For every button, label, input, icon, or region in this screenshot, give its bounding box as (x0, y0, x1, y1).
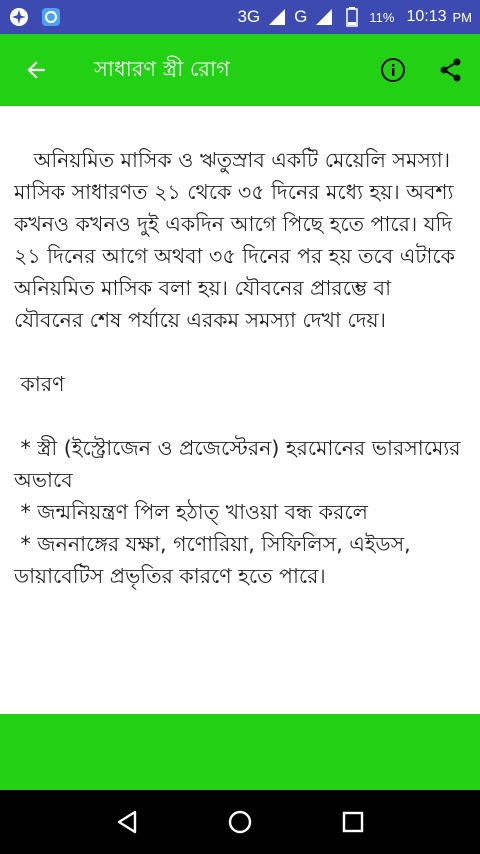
clock-ampm: PM (452, 9, 472, 25)
article-body: অনিয়মিত মাসিক ও ঋতুস্রাব একটি মেয়েলি সমস্যা। মাসিক সাধারণত ২১ থেকে ৩৫ দিনের মধ্যে হয়। অবশ্য কখনও কখনও দুই একদিন আগে পিছে হতে পারে। যদি ২১ দিনের আগে অথবা ৩৫ দিনের পর হয় তবে এটাকে অনিয়মিত মাসিক বলা হয়। যৌবনের প্রারম্ভে বা যৌবনের শেষ পর্যায়ে এরকম সমস্যা দেখা দেয়। কারণ * স্ত্রী (ইস্ট্রোজেন ও প্রজেস্টেরন) হরমোনের ভারসাম্যের অভাবে * জন্মনিয়ন্ত্রণ পিল হঠাত্ খাওয়া বন্ধ করলে * জননাঙ্গের যক্ষা, গণোরিয়া, সিফিলিস, এইডস, ডায়াবেটিস প্রভৃতির কারণে হতে পারে। (14, 148, 461, 588)
home-circle-icon (226, 808, 254, 836)
recents-square-icon (339, 808, 367, 836)
network-3g-label: 3G (237, 7, 261, 26)
signal-icon (313, 6, 335, 28)
page-title: সাধারণ স্ত্রী রোগ (94, 56, 230, 81)
back-arrow-icon (23, 57, 49, 83)
status-bar (0, 0, 480, 34)
signal-icon (266, 6, 288, 28)
battery-icon (341, 6, 363, 28)
info-button[interactable] (364, 34, 422, 106)
share-icon (438, 57, 464, 83)
status-bar-left (8, 6, 62, 28)
nav-home-button[interactable] (210, 792, 270, 852)
info-icon (380, 57, 406, 83)
share-button[interactable] (422, 34, 480, 106)
nav-recents-button[interactable] (323, 792, 383, 852)
clock-time: 10:13 (406, 8, 447, 25)
app-bar (0, 34, 480, 106)
ad-banner-area (0, 714, 480, 790)
battery-percent: 11% (369, 9, 395, 25)
network-g-label: G (294, 7, 308, 26)
back-triangle-icon (113, 808, 141, 836)
sync-icon (40, 6, 62, 28)
app-notification-icon (8, 6, 30, 28)
system-nav-bar (0, 790, 480, 854)
nav-back-button[interactable] (97, 792, 157, 852)
status-bar-right (237, 6, 472, 28)
back-button[interactable] (0, 34, 72, 106)
